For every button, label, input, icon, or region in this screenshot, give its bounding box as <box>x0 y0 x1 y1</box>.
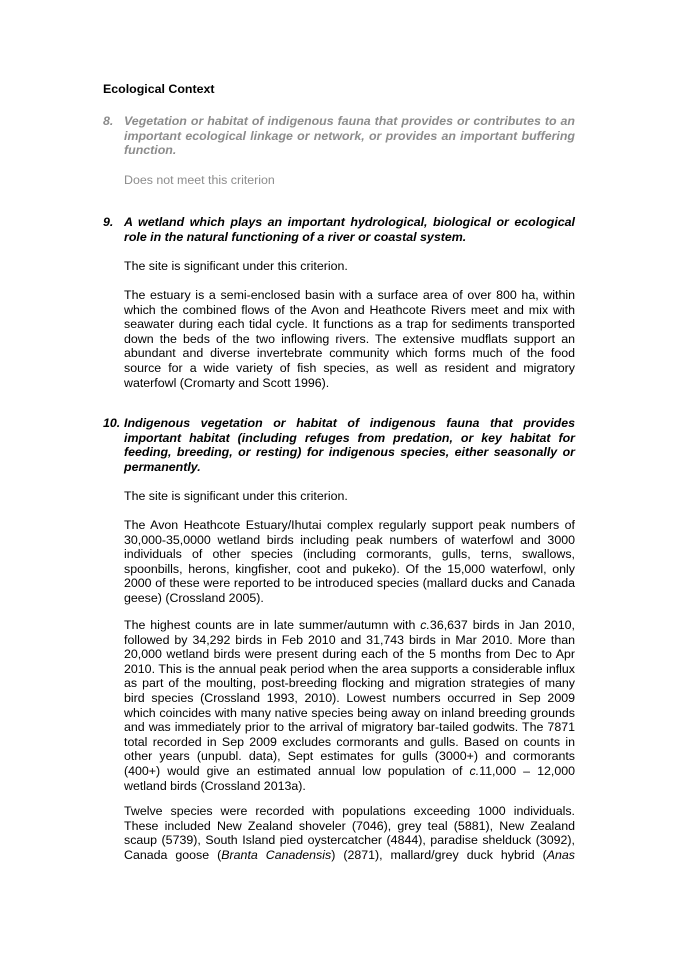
criterion-number: 10. <box>103 416 121 430</box>
italic-text: c. <box>420 618 430 632</box>
criterion-status: The site is significant under this criterion. <box>124 489 348 503</box>
criterion-title: Indigenous vegetation or habitat of indigenous fauna that provides important habitat (including refuges from predation, or key habitat for feeding, breeding, or resting) for indigenous species, either seasonally or permanently. <box>124 416 575 474</box>
text-run: The highest counts are in late summer/autumn with <box>124 618 421 632</box>
criterion-8 <box>103 114 575 158</box>
body-paragraph <box>124 618 575 793</box>
criterion-number: 9. <box>103 215 114 229</box>
text-run: ) (2871), mallard/grey duck hybrid ( <box>331 847 547 862</box>
criterion-number: 8. <box>103 114 114 128</box>
italic-text: c. <box>469 763 480 778</box>
body-paragraph: The estuary is a semi-enclosed basin with a surface area of over 800 ha, within which the combined flows of the Avon and Heathcote Rivers meet and mix with seawater during each tidal cycle. It functions as a trap for sediments transported down the beds of the two inflowing rivers. The extensive mudflats support an abundant and diverse invertebrate community which forms much of the food source for a wide variety of fish species, as well as resident and migratory waterfowl (Cromarty and Scott 1996). <box>124 288 575 390</box>
criterion-status: The site is significant under this criterion. <box>124 259 348 273</box>
criterion-status: Does not meet this criterion <box>124 173 275 187</box>
section-heading: Ecological Context <box>103 82 215 96</box>
species-name-italic: Branta Canadensis <box>221 847 332 862</box>
criterion-9 <box>103 215 575 244</box>
criterion-title: A wetland which plays an important hydrological, biological or ecological role in the natural functioning of a river or coastal system. <box>124 215 575 244</box>
text-run: 36,637 birds in Jan 2010, followed by 34,292 birds in Feb 2010 and 31,743 birds in Mar 2010. More than 20,000 wetland birds were present during each of the 5 months from Dec to Apr 2010. This is the annual peak period when the area supports a considerable influx as part of the moulting, post-breeding flocking and migration strategies of many bird species (Crossland 1993, 2010). Lowest numbers occurred in Sep 2009 which coincides with many native species being away on inland breeding grounds and was immediately prior to the arrival of migratory bar-tailed godwits. The 7871 total recorded in Sep 2009 excludes cormorants and gulls. Based on counts in other years (unpubl. data), Sept estimates for gulls (3000+) and cormorants (400+) would give an estimated annual low population of <box>124 618 575 778</box>
body-paragraph <box>124 804 575 862</box>
body-paragraph: The Avon Heathcote Estuary/Ihutai complex regularly support peak numbers of 30,000-35,0000 wetland birds including peak numbers of waterfowl and 3000 individuals of other species (including cormorants, gulls, terns, swallows, spoonbills, herons, kingfisher, coot and pukeko). Of the 15,000 waterfowl, only 2000 of these were reported to be introduced species (mallard ducks and Canada geese) (Crossland 2005). <box>124 518 575 605</box>
text-run: 11,000 – 12,000 wetland birds (Crossland 2013a). <box>124 763 575 793</box>
criterion-10 <box>103 416 575 474</box>
text-run: Twelve species were recorded with populations exceeding 1000 individuals. These included New Zealand shoveler (7046), grey teal (5881), New Zealand scaup (5739), South Island pied oystercatcher (4844), paradise shelduck (3092), Canada goose ( <box>124 804 575 862</box>
genus-name-italic: Anas <box>546 847 575 862</box>
criterion-title: Vegetation or habitat of indigenous fauna that provides or contributes to an important ecological linkage or network, or provides an important buffering function. <box>124 114 575 157</box>
